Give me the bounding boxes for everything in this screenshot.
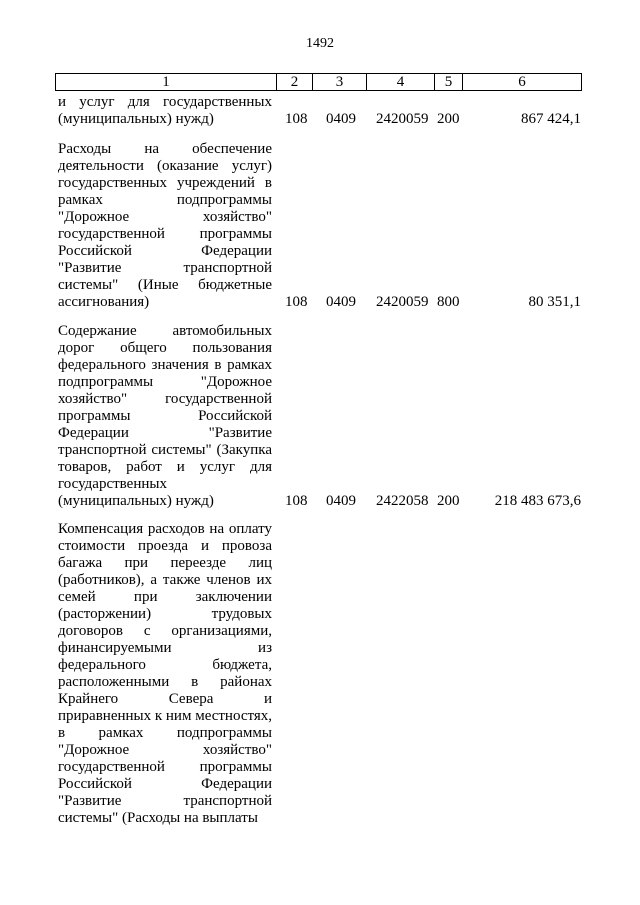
description-line: "Дорожное хозяйство" — [58, 209, 272, 225]
table-row — [58, 141, 583, 311]
description-line: системы" (Расходы на выплаты — [58, 810, 258, 826]
page-number: 1492 — [306, 36, 334, 51]
description-line: договоров с организациями, — [58, 623, 272, 639]
description-line: багажа при переезде лиц — [58, 555, 272, 571]
description-line: хозяйство" государственной — [58, 391, 272, 407]
table-row — [58, 94, 583, 128]
description-line: (муниципальных) нужд) — [58, 493, 214, 509]
description-line: государственных — [58, 476, 167, 492]
expense-type-code: 800 — [437, 294, 460, 310]
table-row — [58, 521, 583, 827]
column-header-2: 2 — [277, 74, 313, 91]
description-line: приравненных к ним местностях, — [58, 708, 272, 724]
row-values — [58, 294, 583, 311]
description-line: деятельности (оказание услуг) — [58, 158, 272, 174]
description-line: и услуг для государственных — [58, 94, 272, 110]
description-line: государственной программы — [58, 226, 272, 242]
table-row — [58, 323, 583, 510]
description-line: "Дорожное хозяйство" — [58, 742, 272, 758]
expense-type-code: 200 — [437, 493, 460, 509]
description-line: федерального значения в рамках — [58, 357, 272, 373]
row-description — [58, 141, 272, 311]
row-values — [58, 111, 583, 128]
amount-value: 218 483 673,6 — [494, 493, 581, 509]
description-line: финансируемыми из — [58, 640, 272, 656]
ministry-code: 108 — [285, 111, 308, 127]
description-line: государственных учреждений в — [58, 175, 272, 191]
description-line: транспортной системы" (Закупка — [58, 442, 272, 458]
description-line: "Развитие транспортной — [58, 260, 272, 276]
description-line: Российской Федерации — [58, 243, 272, 259]
description-line: системы" (Иные бюджетные — [58, 277, 272, 293]
description-line: Расходы на обеспечение — [58, 141, 272, 157]
column-header-row — [56, 74, 582, 91]
expense-type-code: 200 — [437, 111, 460, 127]
description-line: Российской Федерации — [58, 776, 272, 792]
description-line: дорог общего пользования — [58, 340, 272, 356]
column-header-4: 4 — [367, 74, 435, 91]
description-line: подпрограммы "Дорожное — [58, 374, 272, 390]
description-line: Федерации "Развитие — [58, 425, 272, 441]
row-description — [58, 521, 272, 827]
column-header-6: 6 — [463, 74, 582, 91]
section-code: 0409 — [326, 493, 356, 509]
description-line: ассигнования) — [58, 294, 150, 310]
description-line: расположенными в районах — [58, 674, 272, 690]
description-line: Содержание автомобильных — [58, 323, 272, 339]
amount-value: 80 351,1 — [528, 294, 581, 310]
description-line: "Развитие транспортной — [58, 793, 272, 809]
column-header-table — [55, 73, 582, 91]
row-description — [58, 323, 272, 510]
description-line: стоимости проезда и провоза — [58, 538, 272, 554]
description-line: рамках подпрограммы — [58, 192, 272, 208]
ministry-code: 108 — [285, 294, 308, 310]
column-header-5: 5 — [435, 74, 463, 91]
description-line: (работников), а также членов их — [58, 572, 272, 588]
target-article-code: 2420059 — [376, 111, 429, 127]
column-header-3: 3 — [313, 74, 367, 91]
description-line: Крайнего Севера и — [58, 691, 272, 707]
description-line: Компенсация расходов на оплату — [58, 521, 272, 537]
target-article-code: 2420059 — [376, 294, 429, 310]
amount-value: 867 424,1 — [521, 111, 581, 127]
section-code: 0409 — [326, 294, 356, 310]
description-line: государственной программы — [58, 759, 272, 775]
description-line: (муниципальных) нужд) — [58, 111, 214, 127]
description-line: программы Российской — [58, 408, 272, 424]
row-values — [58, 493, 583, 510]
description-line: семей при заключении — [58, 589, 272, 605]
description-line: товаров, работ и услуг для — [58, 459, 272, 475]
target-article-code: 2422058 — [376, 493, 429, 509]
column-header-1: 1 — [56, 74, 277, 91]
description-line: в рамках подпрограммы — [58, 725, 272, 741]
description-line: федерального бюджета, — [58, 657, 272, 673]
section-code: 0409 — [326, 111, 356, 127]
ministry-code: 108 — [285, 493, 308, 509]
description-line: (расторжении) трудовых — [58, 606, 272, 622]
